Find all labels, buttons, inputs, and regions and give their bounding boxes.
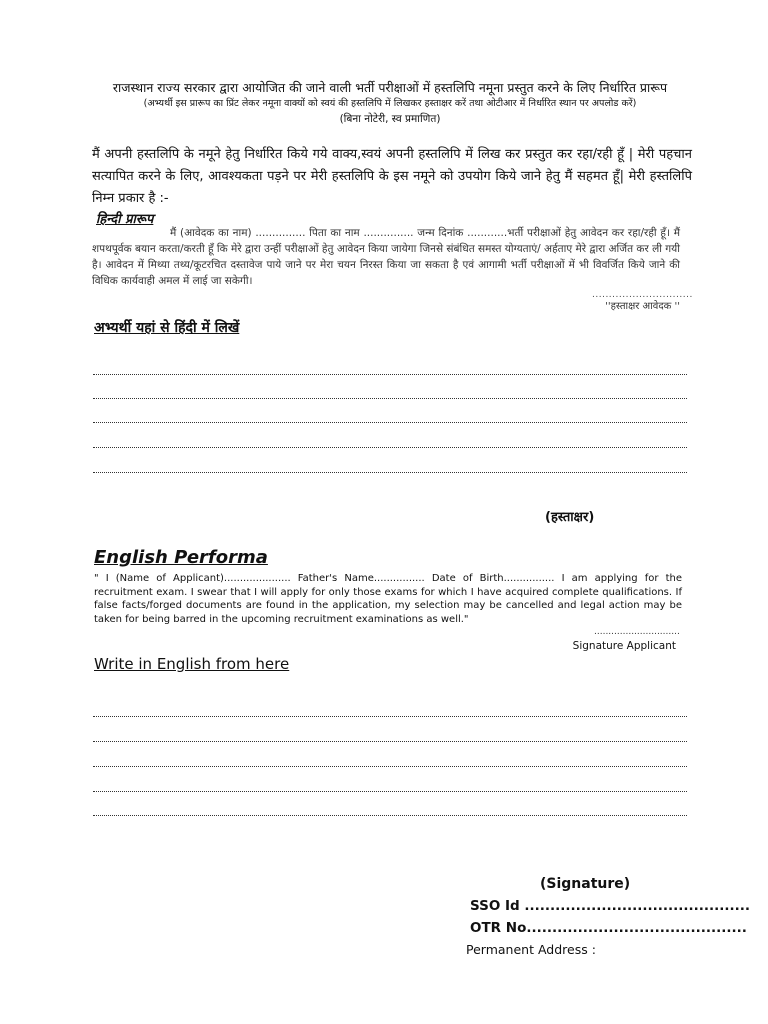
english-sign-dots: ..............................: [594, 627, 680, 637]
english-sign-label: Signature Applicant: [572, 640, 676, 652]
hindi-sign-dots: ..............................: [592, 290, 693, 300]
hindi-signature-label: (हस्ताक्षर): [545, 510, 595, 525]
hindi-write-line[interactable]: [93, 398, 687, 399]
hindi-write-heading: अभ्यर्थी यहां से हिंदी में लिखें: [94, 320, 240, 336]
form-title: राजस्थान राज्य सरकार द्वारा आयोजित की जाने वाली भर्ती परीक्षाओं में हस्तलिपि नमूना प्रस्तुत करने के लिए निर्धारित प्रारूप: [112, 80, 668, 95]
english-write-line[interactable]: [93, 766, 687, 767]
english-format-heading: English Performa: [94, 547, 268, 568]
declaration-text: मैं अपनी हस्तलिपि के नमूने हेतु निर्धारित किये गये वाक्य,स्वयं अपनी हस्तलिपि में लिख कर प्रस्तुत कर रहा/रही हूँ | मेरी पहचान सत्यापित करने के लिए, आवश्यकता पड़ने पर मेरी हस्तलिपि के इस नमूने को उपयोग किये जाने हेतु मैं सहमत हूँ| मेरी हस्तलिपि निम्न प्रकार है :-: [92, 147, 692, 206]
hindi-write-line[interactable]: [93, 374, 687, 375]
form-note: (बिना नोटेरी, स्व प्रमाणित): [339, 113, 441, 125]
final-signature-label: (Signature): [540, 876, 631, 892]
english-write-heading: Write in English from here: [94, 655, 290, 673]
english-write-line[interactable]: [93, 791, 687, 792]
hindi-write-line[interactable]: [93, 422, 687, 423]
english-format-body: " I (Name of Applicant)..................... Father's Name................ Date of Birth................ I am applying for the recruitment exam. I swear that I will apply for only those exams for which I have acquired complete qualifications. If false facts/forged documents are found in the application, my selection may be cancelled and legal action may be taken for being barred in the upcoming recruitment examinations as well.": [94, 573, 682, 625]
hindi-format-body: मैं (आवेदक का नाम) ............... पिता का नाम ............... जन्म दिनांक ............भर्ती परीक्षाओं हेतु आवेदन कर रहा/रही हूँ। मैं शपथपूर्वक बयान करता/करती हूँ कि मेरे द्वारा उन्हीं परीक्षाओं हेतु आवेदन किया जायेगा जिनसे संबंधित समस्त योग्यताएं/ अर्हताए मेरे द्वारा अर्जित कर ली गयी है। आवेदन में मिथ्या तथ्य/कूटरचित दस्तावेज पाये जाने पर मेरा चयन निरस्त किया जा सकता है एवं आगामी भर्ती परीक्षाओं में भी विवर्जित किये जाने की विधिक कार्यवाही अमल में लाई जा सकेगी।: [92, 227, 680, 287]
hindi-sign-label: ''हस्ताक्षर आवेदक '': [605, 301, 680, 312]
hindi-write-line[interactable]: [93, 472, 687, 473]
english-write-line[interactable]: [93, 716, 687, 717]
hindi-write-line[interactable]: [93, 447, 687, 448]
form-instructions: (अभ्यर्थी इस प्रारूप का प्रिंट लेकर नमूना वाक्यों को स्वयं की हस्तलिपि में लिखकर हस्ताक्षर करें तथा ओटीआर में निर्धारित स्थान पर अपलोड करें): [143, 98, 637, 109]
hindi-format-heading: हिन्दी प्रारूप: [96, 212, 154, 227]
permanent-address-field[interactable]: Permanent Address :: [466, 942, 596, 957]
english-write-line[interactable]: [93, 815, 687, 816]
english-write-line[interactable]: [93, 741, 687, 742]
sso-id-field[interactable]: SSO Id ............................................: [470, 898, 751, 914]
otr-no-field[interactable]: OTR No...........................................: [470, 920, 747, 936]
